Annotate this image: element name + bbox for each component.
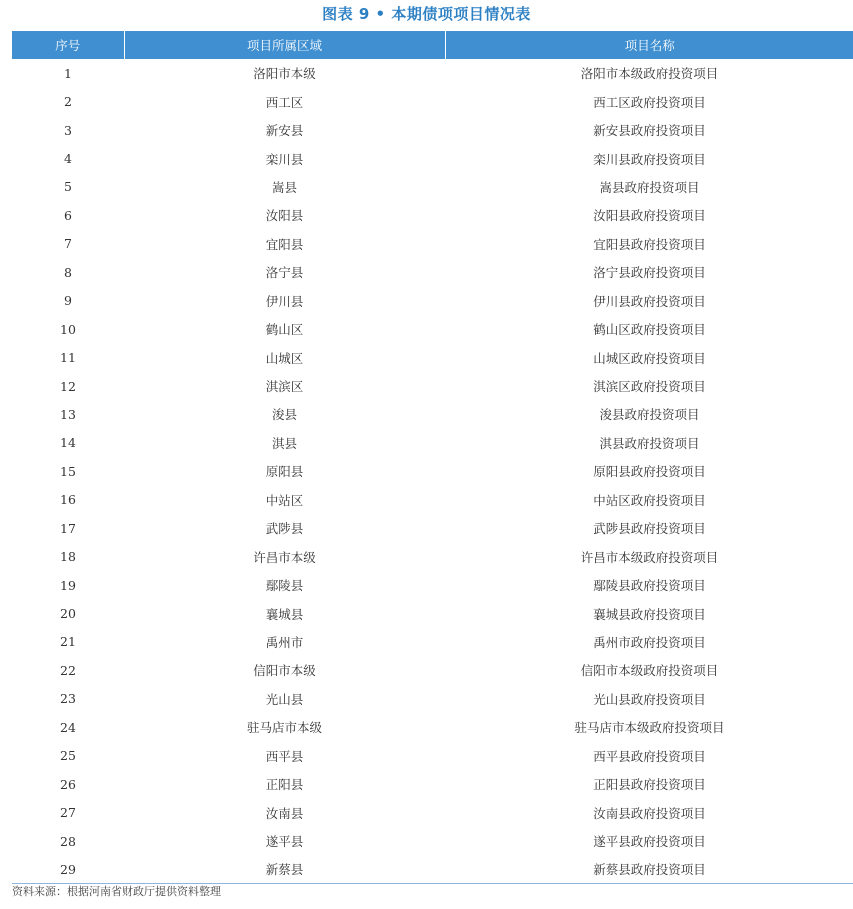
cell-project: 洛阳市本级政府投资项目	[580, 66, 719, 82]
project-table	[12, 31, 853, 884]
table-row	[12, 144, 853, 172]
source-note: 资料来源：根据河南省财政厅提供资料整理	[12, 885, 221, 898]
table-row	[12, 713, 853, 741]
table-row	[12, 599, 853, 627]
cell-no: 19	[60, 577, 76, 593]
cell-project: 汝阳县政府投资项目	[593, 208, 706, 224]
table-row	[12, 173, 853, 201]
table-row	[12, 656, 853, 684]
cell-no: 11	[60, 350, 76, 366]
cell-no: 20	[60, 606, 76, 622]
cell-region: 洛宁县	[265, 265, 304, 281]
cell-region: 驻马店市本级	[246, 720, 322, 736]
cell-no: 27	[60, 805, 76, 821]
cell-no: 21	[60, 634, 76, 650]
cell-project: 武陟县政府投资项目	[593, 521, 706, 537]
cell-region: 西平县	[265, 748, 304, 764]
table-row	[12, 258, 853, 286]
cell-no: 8	[64, 264, 72, 280]
cell-region: 西工区	[265, 94, 304, 110]
cell-project: 洛宁县政府投资项目	[593, 265, 706, 281]
cell-project: 栾川县政府投资项目	[593, 151, 706, 167]
cell-no: 2	[64, 94, 72, 110]
cell-region: 襄城县	[265, 606, 304, 622]
cell-region: 光山县	[265, 691, 304, 707]
cell-region: 许昌市本级	[253, 549, 316, 565]
table-row	[12, 571, 853, 599]
table-row	[12, 400, 853, 428]
cell-region: 浚县	[271, 407, 297, 423]
cell-no: 15	[60, 463, 76, 479]
header-region: 项目所属区域	[124, 31, 445, 59]
table-row	[12, 201, 853, 229]
table-row	[12, 116, 853, 144]
cell-no: 22	[60, 662, 76, 678]
table-row	[12, 742, 853, 770]
cell-project: 禹州市政府投资项目	[593, 634, 706, 650]
cell-project: 信阳市本级政府投资项目	[580, 663, 719, 679]
cell-region: 鹤山区	[265, 322, 304, 338]
cell-project: 西工区政府投资项目	[593, 94, 706, 110]
cell-no: 14	[60, 435, 76, 451]
table-title: 图表 9 • 本期债项项目情况表	[322, 5, 531, 23]
cell-project: 宜阳县政府投资项目	[593, 236, 706, 252]
table-row	[12, 429, 853, 457]
cell-region: 原阳县	[265, 464, 304, 480]
cell-no: 26	[60, 776, 76, 792]
table-row	[12, 514, 853, 542]
header-no: 序号	[12, 31, 124, 59]
table-row	[12, 685, 853, 713]
cell-no: 10	[60, 321, 76, 337]
cell-project: 鹤山区政府投资项目	[593, 322, 706, 338]
table-row	[12, 315, 853, 343]
table-row	[12, 457, 853, 485]
cell-no: 17	[60, 520, 76, 536]
table-row	[12, 855, 853, 883]
cell-no: 13	[60, 406, 76, 422]
cell-project: 淇县政府投资项目	[599, 435, 700, 451]
cell-no: 18	[60, 549, 76, 565]
cell-project: 山城区政府投资项目	[593, 350, 706, 366]
cell-no: 23	[60, 691, 76, 707]
cell-region: 汝南县	[265, 805, 304, 821]
table-header	[12, 31, 853, 59]
cell-region: 嵩县	[271, 179, 297, 195]
table-row	[12, 59, 853, 87]
table-row	[12, 343, 853, 371]
cell-region: 山城区	[265, 350, 304, 366]
table-body	[12, 59, 853, 884]
cell-region: 遂平县	[265, 834, 304, 850]
table-row	[12, 287, 853, 315]
cell-region: 栾川县	[265, 151, 304, 167]
cell-project: 新安县政府投资项目	[593, 123, 706, 139]
cell-project: 原阳县政府投资项目	[593, 464, 706, 480]
cell-region: 洛阳市本级	[253, 66, 316, 82]
cell-no: 4	[64, 151, 72, 167]
cell-project: 光山县政府投资项目	[593, 691, 706, 707]
cell-project: 正阳县政府投资项目	[593, 777, 706, 793]
cell-no: 24	[60, 719, 76, 735]
cell-region: 新安县	[265, 123, 304, 139]
cell-region: 伊川县	[265, 293, 304, 309]
cell-project: 新蔡县政府投资项目	[593, 862, 706, 878]
cell-project: 浚县政府投资项目	[599, 407, 700, 423]
cell-project: 襄城县政府投资项目	[593, 606, 706, 622]
cell-no: 9	[64, 293, 72, 309]
cell-region: 中站区	[265, 492, 304, 508]
table-row	[12, 827, 853, 855]
header-project: 项目名称	[445, 31, 853, 59]
cell-no: 7	[64, 236, 72, 252]
cell-no: 16	[60, 492, 76, 508]
cell-no: 5	[64, 179, 72, 195]
cell-region: 新蔡县	[265, 862, 304, 878]
cell-project: 伊川县政府投资项目	[593, 293, 706, 309]
cell-no: 28	[60, 833, 76, 849]
cell-no: 25	[60, 748, 76, 764]
table-row	[12, 486, 853, 514]
table-row	[12, 798, 853, 826]
cell-project: 遂平县政府投资项目	[593, 834, 706, 850]
cell-no: 6	[64, 207, 72, 223]
table-row	[12, 372, 853, 400]
table-row	[12, 87, 853, 115]
cell-project: 驻马店市本级政府投资项目	[574, 720, 725, 736]
cell-project: 汝南县政府投资项目	[593, 805, 706, 821]
cell-region: 武陟县	[265, 521, 304, 537]
cell-region: 宜阳县	[265, 236, 304, 252]
cell-region: 信阳市本级	[253, 663, 316, 679]
cell-project: 嵩县政府投资项目	[599, 179, 700, 195]
cell-project: 西平县政府投资项目	[593, 748, 706, 764]
cell-no: 29	[60, 861, 76, 877]
cell-no: 3	[64, 122, 72, 138]
cell-region: 淇滨区	[265, 379, 304, 395]
cell-region: 禹州市	[265, 634, 304, 650]
cell-project: 鄢陵县政府投资项目	[593, 578, 706, 594]
table-row	[12, 542, 853, 570]
cell-region: 汝阳县	[265, 208, 304, 224]
table-row	[12, 628, 853, 656]
header-row	[12, 31, 853, 59]
table-row	[12, 770, 853, 798]
cell-region: 正阳县	[265, 777, 304, 793]
cell-region: 淇县	[271, 435, 297, 451]
cell-project: 许昌市本级政府投资项目	[580, 549, 719, 565]
cell-no: 1	[64, 65, 72, 81]
table-row	[12, 230, 853, 258]
cell-project: 淇滨区政府投资项目	[593, 379, 706, 395]
cell-no: 12	[60, 378, 76, 394]
cell-region: 鄢陵县	[265, 578, 304, 594]
cell-project: 中站区政府投资项目	[593, 492, 706, 508]
